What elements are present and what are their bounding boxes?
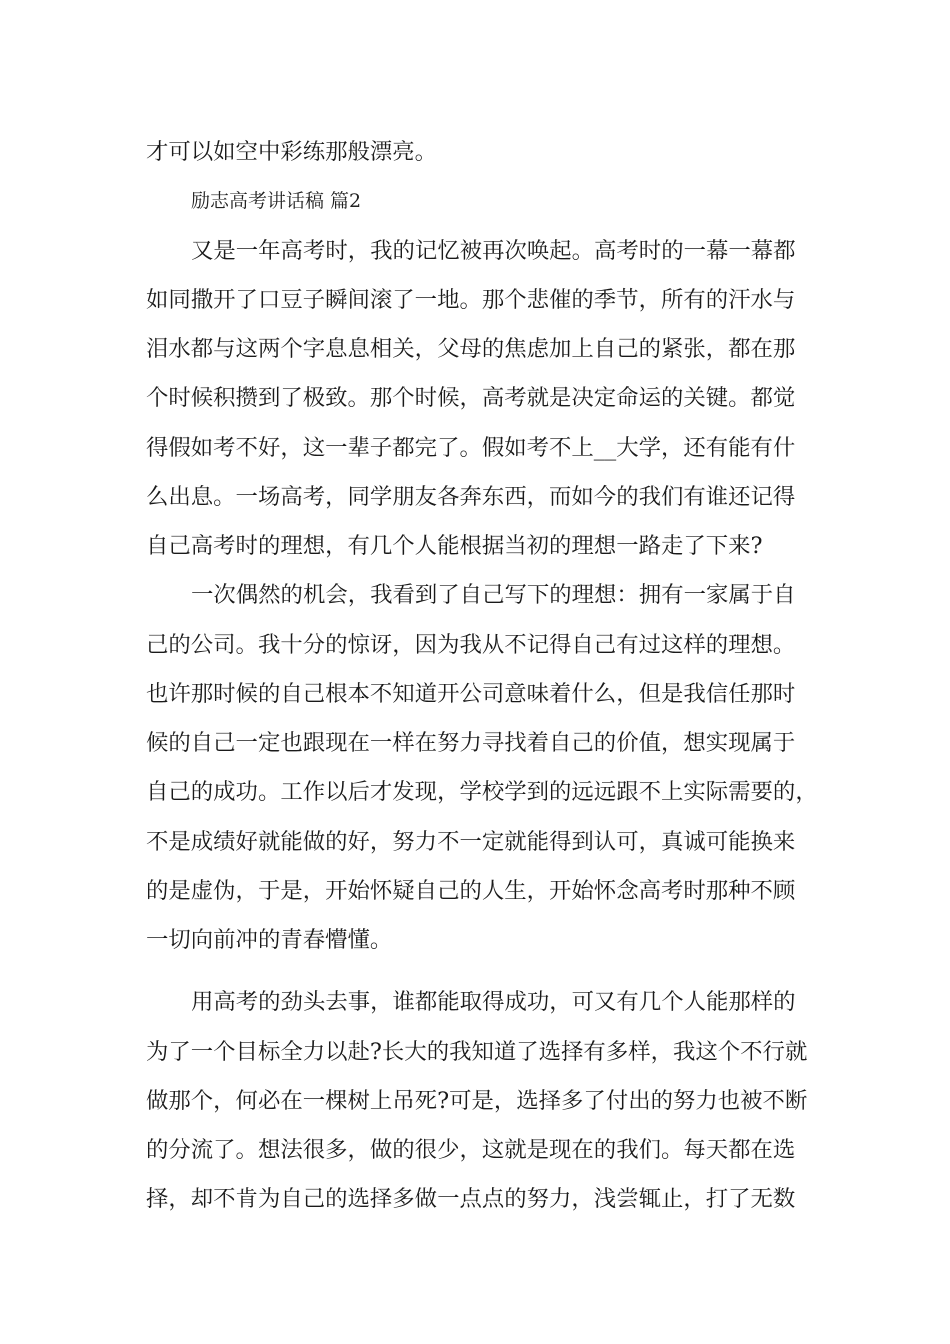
text-line: 也许那时候的自己根本不知道开公司意味着什么，但是我信任那时: [146, 680, 796, 707]
document-body: [146, 128, 826, 1225]
text-line: 一切向前冲的青春懵懂。: [146, 927, 393, 953]
paragraph-2: [146, 571, 826, 965]
text-line: 候的自己一定也跟现在一样在努力寻找着自己的价值，想实现属于: [146, 730, 796, 756]
text-line: 泪水都与这两个字息息相关，父母的焦虑加上自己的紧张，都在那: [146, 336, 796, 362]
paragraph-spacer: [146, 965, 826, 978]
text-line: 用高考的劲头去事，谁都能取得成功，可又有几个人能那样的: [191, 989, 796, 1016]
section-heading: 励志高考讲话稿 篇2: [191, 190, 362, 213]
text-line: 如同撒开了口豆子瞬间滚了一地。那个悲催的季节，所有的汗水与: [146, 286, 796, 313]
text-line: 又是一年高考时，我的记忆被再次唤起。高考时的一幕一幕都: [191, 237, 796, 264]
text-line: 的是虚伪，于是，开始怀疑自己的人生，开始怀念高考时那种不顾: [146, 877, 796, 904]
text-line: 一次偶然的机会，我看到了自己写下的理想：拥有一家属于自: [191, 582, 796, 609]
text-line: 的分流了。想法很多，做的很少，这就是现在的我们。每天都在选: [146, 1137, 796, 1163]
text-line: 自己的成功。工作以后才发现，学校学到的远远跟不上实际需要的，: [146, 779, 818, 806]
text-line: 做那个，何必在一棵树上吊死?可是，选择多了付出的努力也被不断: [146, 1087, 808, 1114]
paragraph-3: [146, 978, 826, 1224]
text-line: 己的公司。我十分的惊讶，因为我从不记得自己有过这样的理想。: [146, 631, 796, 658]
text-line: 择，却不肯为自己的选择多做一点点的努力，浅尝辄止，打了无数: [146, 1186, 796, 1213]
paragraph-1: [146, 227, 826, 572]
text-line: 为了一个目标全力以赴?长大的我知道了选择有多样，我这个不行就: [146, 1038, 808, 1065]
text-line: 得假如考不好，这一辈子都完了。假如考不上__大学，还有能有什: [146, 434, 796, 461]
text-line: 不是成绩好就能做的好，努力不一定就能得到认可，真诚可能换来: [146, 828, 796, 855]
text-line: 自己高考时的理想，有几个人能根据当初的理想一路走了下来?: [146, 533, 763, 559]
text-line: 才可以如空中彩练那般漂亮。: [146, 139, 438, 165]
text-line: 个时候积攒到了极致。那个时候，高考就是决定命运的关键。都觉: [146, 385, 796, 412]
text-line: 么出息。一场高考，同学朋友各奔东西，而如今的我们有谁还记得: [146, 483, 796, 510]
